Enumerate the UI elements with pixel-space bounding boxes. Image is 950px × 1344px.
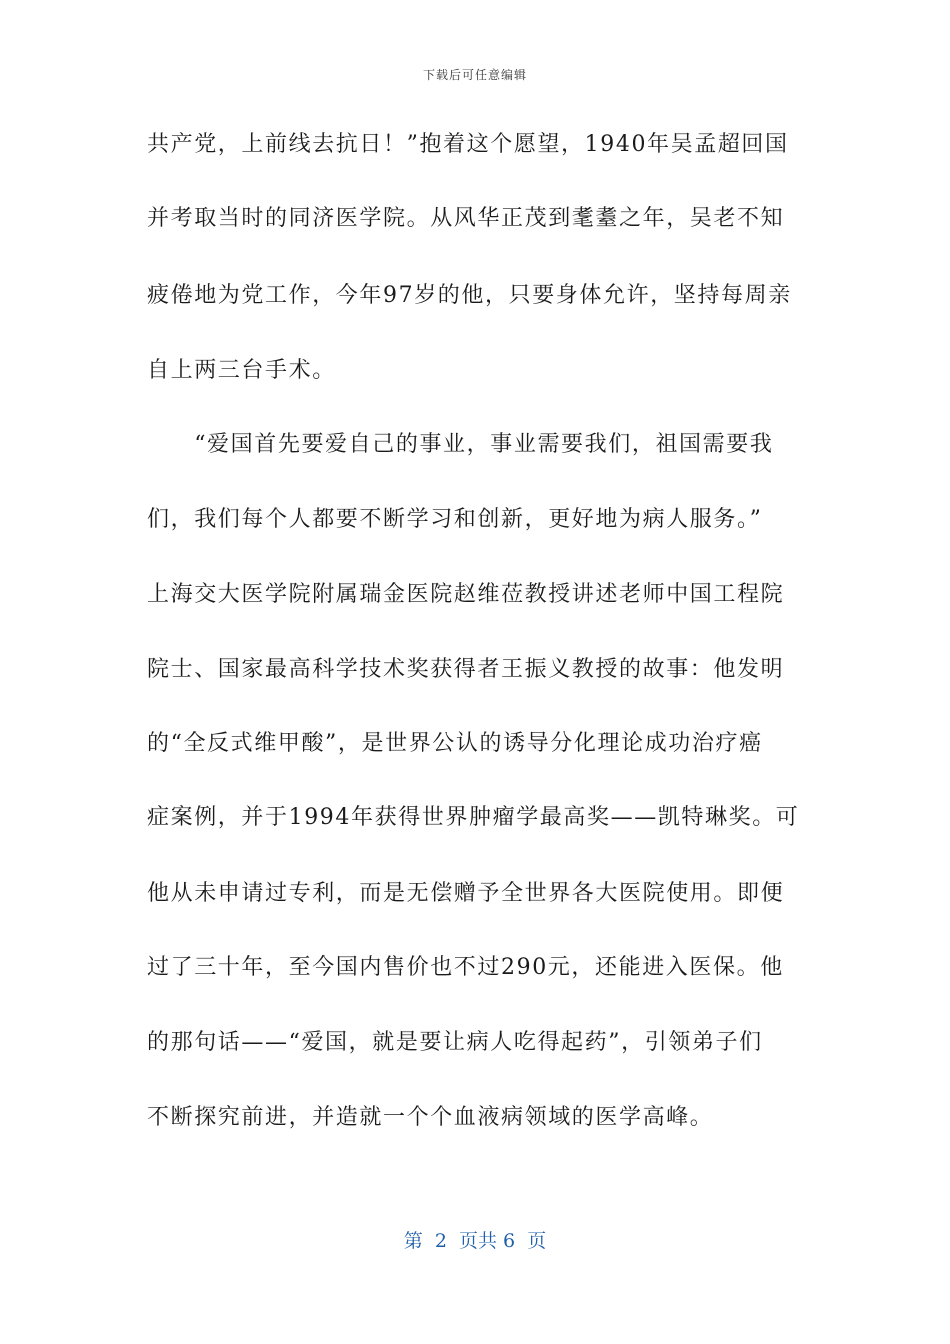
body-line-7: 上海交大医学院附属瑞金医院赵维莅教授讲述老师中国工程院	[147, 582, 785, 607]
body-line-11: 他从未申请过专利，而是无偿赠予全世界各大医院使用。即便	[147, 881, 785, 906]
body-line-10: 症案例，并于1994年获得世界肿瘤学最高奖——凯特琳奖。可	[147, 805, 800, 830]
body-line-1: 共产党，上前线去抗日！”抱着这个愿望，1940年吴孟超回国	[147, 132, 789, 157]
body-line-14: 不断探究前进，并造就一个个血液病领域的医学高峰。	[147, 1105, 714, 1130]
body-line-9: 的“全反式维甲酸”，是世界公认的诱导分化理论成功治疗癌	[147, 731, 763, 756]
body-line-3: 疲倦地为党工作，今年97岁的他，只要身体允许，坚持每周亲	[147, 283, 792, 308]
body-line-2: 并考取当时的同济医学院。从风华正茂到耄耋之年，吴老不知	[147, 206, 785, 231]
body-line-13: 的那句话——“爱国，就是要让病人吃得起药”，引领弟子们	[147, 1030, 763, 1055]
page-number-footer: 第 2 页共 6 页	[403, 1230, 547, 1252]
page-header: 下载后可任意编辑	[422, 68, 527, 82]
body-line-4: 自上两三台手术。	[147, 358, 336, 383]
body-line-5: “爱国首先要爱自己的事业，事业需要我们，祖国需要我	[147, 432, 774, 457]
body-line-8: 院士、国家最高科学技术奖获得者王振义教授的故事：他发明	[147, 657, 785, 682]
body-line-6: 们，我们每个人都要不断学习和创新，更好地为病人服务。”	[147, 507, 763, 532]
body-line-12: 过了三十年，至今国内售价也不过290元，还能进入医保。他	[147, 955, 784, 980]
